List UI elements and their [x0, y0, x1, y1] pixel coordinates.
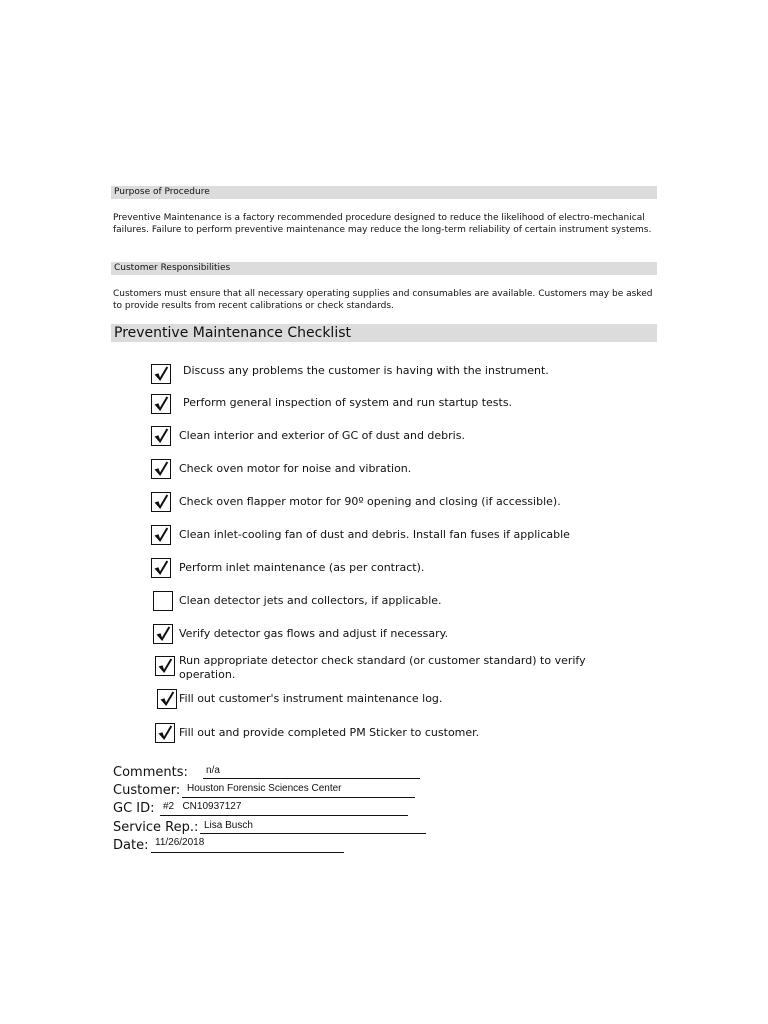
customer-field[interactable]: Houston Forensic Sciences Center [187, 783, 342, 794]
checkbox-icon[interactable] [155, 723, 175, 743]
responsibilities-heading: Customer Responsibilities [111, 262, 657, 275]
checklist-item-label: Verify detector gas flows and adjust if necessary. [179, 627, 449, 640]
service-rep-underline [200, 833, 426, 834]
checklist-item-label: Clean detector jets and collectors, if applicable. [179, 594, 442, 607]
check-mark-icon [153, 395, 169, 412]
date-field[interactable]: 11/26/2018 [155, 837, 205, 848]
checkbox-icon[interactable] [153, 591, 173, 611]
checklist-item-label: Perform inlet maintenance (as per contract). [179, 561, 425, 574]
checklist-title: Preventive Maintenance Checklist [111, 324, 657, 342]
check-mark-icon [155, 625, 171, 642]
comments-field[interactable]: n/a [206, 765, 220, 776]
check-mark-icon [153, 460, 169, 477]
checklist-item-label: Check oven flapper motor for 90º opening and closing (if accessible). [179, 495, 561, 508]
checklist-item-label: Fill out customer's instrument maintenance log. [179, 692, 443, 705]
checkbox-icon[interactable] [151, 364, 171, 384]
checklist-item-label: Clean interior and exterior of GC of dust and debris. [179, 429, 465, 442]
gc-id-field[interactable]: #2 CN10937127 [163, 801, 242, 812]
date-label: Date: [113, 838, 149, 853]
customer-label: Customer: [113, 783, 181, 798]
check-mark-icon [157, 724, 173, 741]
service-rep-field[interactable]: Lisa Busch [204, 820, 253, 831]
checkbox-icon[interactable] [151, 394, 171, 414]
check-mark-icon [153, 493, 169, 510]
checkbox-icon[interactable] [157, 689, 177, 709]
checkbox-icon[interactable] [151, 459, 171, 479]
checklist-item-label: Check oven motor for noise and vibration. [179, 462, 412, 475]
checkbox-icon[interactable] [151, 558, 171, 578]
comments-label: Comments: [113, 765, 188, 780]
purpose-text: Preventive Maintenance is a factory recommended procedure designed to reduce the likelihood of electro-mechanical failures. Failure to perform preventive maintenance may reduce the long-term reliability of certain instrument systems. [113, 213, 652, 235]
checklist-item-label: Run appropriate detector check standard (or customer standard) to verify operation. [179, 654, 586, 681]
checkbox-icon[interactable] [151, 426, 171, 446]
checkbox-icon[interactable] [153, 624, 173, 644]
purpose-heading: Purpose of Procedure [111, 186, 657, 199]
checkbox-icon[interactable] [151, 525, 171, 545]
checklist-item-label: Perform general inspection of system and run startup tests. [183, 396, 513, 409]
check-mark-icon [153, 427, 169, 444]
check-mark-icon [153, 559, 169, 576]
check-mark-icon [153, 526, 169, 543]
checkbox-icon[interactable] [151, 492, 171, 512]
responsibilities-text: Customers must ensure that all necessary operating supplies and consumables are available. Customers may be asked to provide results from recent calibrations or check standards. [113, 289, 653, 311]
date-underline [151, 852, 344, 853]
customer-underline [182, 797, 415, 798]
check-mark-icon [153, 365, 169, 382]
check-mark-icon [159, 690, 175, 707]
comments-underline [203, 778, 420, 779]
checklist-item-label: Discuss any problems the customer is having with the instrument. [183, 364, 549, 377]
check-mark-icon [157, 657, 173, 674]
checklist-item-label: Clean inlet-cooling fan of dust and debris. Install fan fuses if applicable [179, 528, 570, 541]
checkbox-icon[interactable] [155, 656, 175, 676]
gc-id-underline [160, 815, 408, 816]
gc-id-label: GC ID: [113, 801, 155, 816]
checklist-item-label: Fill out and provide completed PM Sticker to customer. [179, 726, 480, 739]
service-rep-label: Service Rep.: [113, 820, 199, 835]
